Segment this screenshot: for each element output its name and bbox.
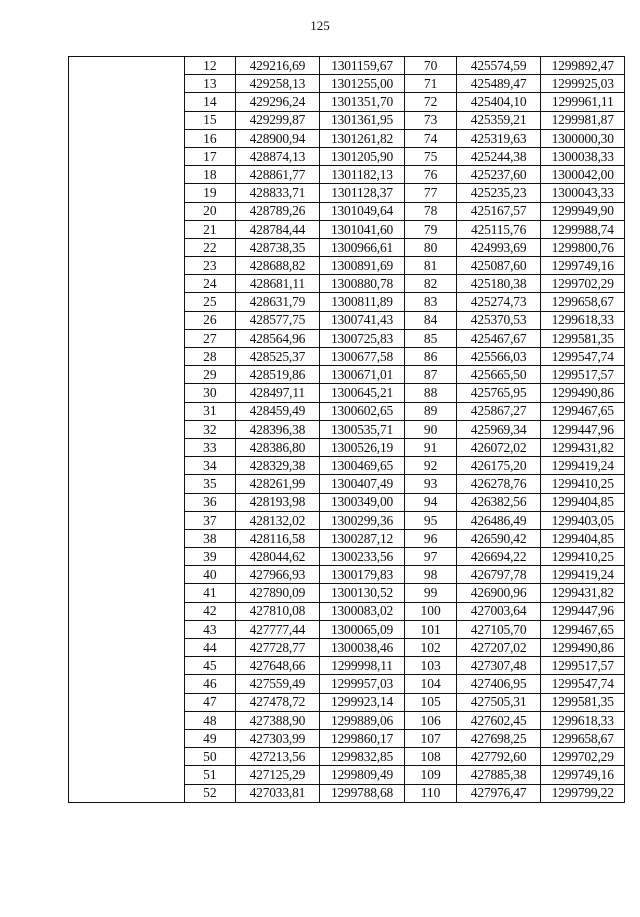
point-number-right: 78 [405, 202, 456, 220]
point-number-right: 83 [405, 293, 456, 311]
y-coordinate-left: 1300526,19 [319, 438, 405, 456]
x-coordinate-left: 428519,86 [236, 366, 320, 384]
y-coordinate-right: 1299892,47 [541, 57, 625, 75]
y-coordinate-right: 1299419,24 [541, 457, 625, 475]
y-coordinate-right: 1299490,86 [541, 384, 625, 402]
y-coordinate-right: 1299925,03 [541, 75, 625, 93]
point-number-right: 107 [405, 729, 456, 747]
point-number-left: 36 [184, 493, 235, 511]
y-coordinate-left: 1300179,83 [319, 566, 405, 584]
x-coordinate-left: 427478,72 [236, 693, 320, 711]
point-number-left: 13 [184, 75, 235, 93]
point-number-right: 105 [405, 693, 456, 711]
point-number-left: 47 [184, 693, 235, 711]
y-coordinate-right: 1299658,67 [541, 729, 625, 747]
x-coordinate-left: 428132,02 [236, 511, 320, 529]
y-coordinate-right: 1299404,85 [541, 529, 625, 547]
point-number-left: 12 [184, 57, 235, 75]
point-number-right: 70 [405, 57, 456, 75]
x-coordinate-left: 428789,26 [236, 202, 320, 220]
x-coordinate-right: 425370,53 [456, 311, 541, 329]
x-coordinate-left: 428874,13 [236, 147, 320, 165]
point-number-left: 41 [184, 584, 235, 602]
x-coordinate-left: 428681,11 [236, 275, 320, 293]
y-coordinate-left: 1301361,95 [319, 111, 405, 129]
y-coordinate-left: 1299809,49 [319, 766, 405, 784]
point-number-left: 42 [184, 602, 235, 620]
x-coordinate-right: 425244,38 [456, 147, 541, 165]
point-number-right: 86 [405, 348, 456, 366]
x-coordinate-left: 427890,09 [236, 584, 320, 602]
x-coordinate-left: 427966,93 [236, 566, 320, 584]
y-coordinate-left: 1300535,71 [319, 420, 405, 438]
x-coordinate-left: 428631,79 [236, 293, 320, 311]
x-coordinate-left: 428386,80 [236, 438, 320, 456]
x-coordinate-right: 425237,60 [456, 166, 541, 184]
y-coordinate-right: 1299800,76 [541, 238, 625, 256]
point-number-right: 72 [405, 93, 456, 111]
y-coordinate-left: 1301255,00 [319, 75, 405, 93]
x-coordinate-right: 425115,76 [456, 220, 541, 238]
point-number-right: 90 [405, 420, 456, 438]
point-number-left: 37 [184, 511, 235, 529]
y-coordinate-left: 1299998,11 [319, 657, 405, 675]
point-number-left: 19 [184, 184, 235, 202]
point-number-left: 28 [184, 348, 235, 366]
point-number-right: 88 [405, 384, 456, 402]
x-coordinate-right: 425359,21 [456, 111, 541, 129]
point-number-right: 82 [405, 275, 456, 293]
x-coordinate-left: 428688,82 [236, 257, 320, 275]
x-coordinate-left: 427728,77 [236, 639, 320, 657]
y-coordinate-right: 1299404,85 [541, 493, 625, 511]
x-coordinate-left: 428564,96 [236, 329, 320, 347]
x-coordinate-left: 427388,90 [236, 711, 320, 729]
y-coordinate-left: 1300880,78 [319, 275, 405, 293]
y-coordinate-right: 1299658,67 [541, 293, 625, 311]
y-coordinate-left: 1300349,00 [319, 493, 405, 511]
y-coordinate-left: 1299889,06 [319, 711, 405, 729]
x-coordinate-right: 427792,60 [456, 748, 541, 766]
x-coordinate-right: 425665,50 [456, 366, 541, 384]
y-coordinate-right: 1299981,87 [541, 111, 625, 129]
y-coordinate-left: 1299923,14 [319, 693, 405, 711]
x-coordinate-left: 427125,29 [236, 766, 320, 784]
y-coordinate-right: 1299419,24 [541, 566, 625, 584]
y-coordinate-left: 1301261,82 [319, 129, 405, 147]
point-number-right: 103 [405, 657, 456, 675]
y-coordinate-right: 1299490,86 [541, 639, 625, 657]
y-coordinate-right: 1299749,16 [541, 766, 625, 784]
y-coordinate-left: 1299860,17 [319, 729, 405, 747]
point-number-right: 79 [405, 220, 456, 238]
y-coordinate-right: 1299431,82 [541, 584, 625, 602]
x-coordinate-left: 428900,94 [236, 129, 320, 147]
point-number-left: 48 [184, 711, 235, 729]
y-coordinate-left: 1301182,13 [319, 166, 405, 184]
y-coordinate-right: 1299410,25 [541, 548, 625, 566]
x-coordinate-right: 425167,57 [456, 202, 541, 220]
y-coordinate-right: 1299581,35 [541, 329, 625, 347]
y-coordinate-right: 1299581,35 [541, 693, 625, 711]
x-coordinate-right: 425867,27 [456, 402, 541, 420]
x-coordinate-right: 427003,64 [456, 602, 541, 620]
point-number-left: 18 [184, 166, 235, 184]
x-coordinate-right: 426900,96 [456, 584, 541, 602]
point-number-right: 106 [405, 711, 456, 729]
x-coordinate-right: 427698,25 [456, 729, 541, 747]
x-coordinate-left: 428193,98 [236, 493, 320, 511]
point-number-left: 45 [184, 657, 235, 675]
y-coordinate-right: 1299467,65 [541, 620, 625, 638]
y-coordinate-left: 1301159,67 [319, 57, 405, 75]
x-coordinate-right: 425969,34 [456, 420, 541, 438]
x-coordinate-left: 429299,87 [236, 111, 320, 129]
point-number-right: 102 [405, 639, 456, 657]
x-coordinate-left: 427303,99 [236, 729, 320, 747]
y-coordinate-right: 1299618,33 [541, 711, 625, 729]
x-coordinate-right: 424993,69 [456, 238, 541, 256]
x-coordinate-right: 425765,95 [456, 384, 541, 402]
y-coordinate-left: 1300677,58 [319, 348, 405, 366]
point-number-right: 100 [405, 602, 456, 620]
x-coordinate-left: 429296,24 [236, 93, 320, 111]
point-number-left: 24 [184, 275, 235, 293]
x-coordinate-right: 426590,42 [456, 529, 541, 547]
point-number-right: 108 [405, 748, 456, 766]
y-coordinate-right: 1299547,74 [541, 675, 625, 693]
y-coordinate-right: 1300043,33 [541, 184, 625, 202]
y-coordinate-right: 1299949,90 [541, 202, 625, 220]
point-number-right: 87 [405, 366, 456, 384]
point-number-right: 73 [405, 111, 456, 129]
y-coordinate-left: 1300130,52 [319, 584, 405, 602]
x-coordinate-left: 428459,49 [236, 402, 320, 420]
point-number-right: 77 [405, 184, 456, 202]
x-coordinate-right: 427307,48 [456, 657, 541, 675]
point-number-left: 39 [184, 548, 235, 566]
y-coordinate-right: 1299799,22 [541, 784, 625, 802]
x-coordinate-left: 427033,81 [236, 784, 320, 802]
x-coordinate-left: 428577,75 [236, 311, 320, 329]
point-number-left: 17 [184, 147, 235, 165]
x-coordinate-left: 428396,38 [236, 420, 320, 438]
point-number-left: 14 [184, 93, 235, 111]
point-number-right: 109 [405, 766, 456, 784]
y-coordinate-left: 1300065,09 [319, 620, 405, 638]
point-number-left: 33 [184, 438, 235, 456]
x-coordinate-right: 425489,47 [456, 75, 541, 93]
point-number-right: 85 [405, 329, 456, 347]
y-coordinate-left: 1300966,61 [319, 238, 405, 256]
point-number-left: 51 [184, 766, 235, 784]
y-coordinate-left: 1300725,83 [319, 329, 405, 347]
blank-left-column [69, 57, 185, 803]
y-coordinate-left: 1300811,89 [319, 293, 405, 311]
x-coordinate-left: 427213,56 [236, 748, 320, 766]
point-number-left: 20 [184, 202, 235, 220]
y-coordinate-right: 1299517,57 [541, 657, 625, 675]
point-number-left: 44 [184, 639, 235, 657]
y-coordinate-right: 1299961,11 [541, 93, 625, 111]
y-coordinate-left: 1300671,01 [319, 366, 405, 384]
x-coordinate-right: 427105,70 [456, 620, 541, 638]
y-coordinate-left: 1299957,03 [319, 675, 405, 693]
y-coordinate-left: 1300233,56 [319, 548, 405, 566]
y-coordinate-right: 1300042,00 [541, 166, 625, 184]
x-coordinate-right: 425235,23 [456, 184, 541, 202]
x-coordinate-left: 428044,62 [236, 548, 320, 566]
x-coordinate-left: 428497,11 [236, 384, 320, 402]
y-coordinate-right: 1299403,05 [541, 511, 625, 529]
x-coordinate-right: 427602,45 [456, 711, 541, 729]
point-number-right: 84 [405, 311, 456, 329]
x-coordinate-right: 425180,38 [456, 275, 541, 293]
y-coordinate-left: 1299832,85 [319, 748, 405, 766]
point-number-left: 23 [184, 257, 235, 275]
point-number-left: 21 [184, 220, 235, 238]
x-coordinate-right: 426382,56 [456, 493, 541, 511]
point-number-right: 104 [405, 675, 456, 693]
point-number-left: 15 [184, 111, 235, 129]
point-number-right: 91 [405, 438, 456, 456]
point-number-right: 101 [405, 620, 456, 638]
point-number-right: 98 [405, 566, 456, 584]
y-coordinate-left: 1301041,60 [319, 220, 405, 238]
x-coordinate-right: 427976,47 [456, 784, 541, 802]
y-coordinate-right: 1299447,96 [541, 602, 625, 620]
table-body [69, 57, 625, 803]
point-number-left: 49 [184, 729, 235, 747]
point-number-left: 32 [184, 420, 235, 438]
y-coordinate-right: 1299749,16 [541, 257, 625, 275]
x-coordinate-right: 426694,22 [456, 548, 541, 566]
x-coordinate-left: 428738,35 [236, 238, 320, 256]
point-number-left: 50 [184, 748, 235, 766]
point-number-left: 43 [184, 620, 235, 638]
y-coordinate-right: 1299547,74 [541, 348, 625, 366]
x-coordinate-left: 428116,58 [236, 529, 320, 547]
point-number-right: 75 [405, 147, 456, 165]
point-number-right: 93 [405, 475, 456, 493]
x-coordinate-left: 428861,77 [236, 166, 320, 184]
point-number-left: 38 [184, 529, 235, 547]
y-coordinate-right: 1299467,65 [541, 402, 625, 420]
y-coordinate-left: 1300299,36 [319, 511, 405, 529]
y-coordinate-left: 1300469,65 [319, 457, 405, 475]
x-coordinate-right: 425274,73 [456, 293, 541, 311]
point-number-right: 99 [405, 584, 456, 602]
table-row [69, 57, 625, 75]
x-coordinate-right: 425574,59 [456, 57, 541, 75]
y-coordinate-right: 1300038,33 [541, 147, 625, 165]
y-coordinate-left: 1300083,02 [319, 602, 405, 620]
x-coordinate-right: 426278,76 [456, 475, 541, 493]
x-coordinate-left: 428261,99 [236, 475, 320, 493]
point-number-left: 40 [184, 566, 235, 584]
point-number-left: 46 [184, 675, 235, 693]
point-number-right: 92 [405, 457, 456, 475]
x-coordinate-right: 426486,49 [456, 511, 541, 529]
point-number-right: 74 [405, 129, 456, 147]
x-coordinate-left: 429258,13 [236, 75, 320, 93]
y-coordinate-right: 1299410,25 [541, 475, 625, 493]
x-coordinate-right: 425319,63 [456, 129, 541, 147]
x-coordinate-right: 425404,10 [456, 93, 541, 111]
y-coordinate-left: 1301049,64 [319, 202, 405, 220]
y-coordinate-left: 1300891,69 [319, 257, 405, 275]
x-coordinate-right: 425467,67 [456, 329, 541, 347]
x-coordinate-right: 427885,38 [456, 766, 541, 784]
point-number-right: 80 [405, 238, 456, 256]
y-coordinate-left: 1301351,70 [319, 93, 405, 111]
y-coordinate-left: 1300645,21 [319, 384, 405, 402]
y-coordinate-right: 1299988,74 [541, 220, 625, 238]
y-coordinate-left: 1301205,90 [319, 147, 405, 165]
x-coordinate-right: 426175,20 [456, 457, 541, 475]
x-coordinate-left: 428833,71 [236, 184, 320, 202]
point-number-right: 94 [405, 493, 456, 511]
y-coordinate-left: 1300407,49 [319, 475, 405, 493]
point-number-right: 76 [405, 166, 456, 184]
point-number-right: 110 [405, 784, 456, 802]
x-coordinate-left: 427648,66 [236, 657, 320, 675]
y-coordinate-right: 1299702,29 [541, 275, 625, 293]
x-coordinate-right: 425566,03 [456, 348, 541, 366]
point-number-left: 35 [184, 475, 235, 493]
y-coordinate-right: 1299431,82 [541, 438, 625, 456]
point-number-left: 26 [184, 311, 235, 329]
y-coordinate-right: 1299447,96 [541, 420, 625, 438]
x-coordinate-right: 426072,02 [456, 438, 541, 456]
point-number-left: 25 [184, 293, 235, 311]
point-number-right: 95 [405, 511, 456, 529]
page-number: 125 [310, 18, 330, 33]
point-number-left: 22 [184, 238, 235, 256]
y-coordinate-left: 1300741,43 [319, 311, 405, 329]
x-coordinate-left: 428525,37 [236, 348, 320, 366]
point-number-left: 30 [184, 384, 235, 402]
y-coordinate-right: 1300000,30 [541, 129, 625, 147]
x-coordinate-right: 427207,02 [456, 639, 541, 657]
x-coordinate-left: 427777,44 [236, 620, 320, 638]
point-number-left: 34 [184, 457, 235, 475]
point-number-right: 71 [405, 75, 456, 93]
point-number-right: 89 [405, 402, 456, 420]
x-coordinate-left: 427810,08 [236, 602, 320, 620]
x-coordinate-left: 429216,69 [236, 57, 320, 75]
x-coordinate-left: 428784,44 [236, 220, 320, 238]
y-coordinate-right: 1299517,57 [541, 366, 625, 384]
point-number-left: 29 [184, 366, 235, 384]
y-coordinate-left: 1299788,68 [319, 784, 405, 802]
point-number-right: 97 [405, 548, 456, 566]
coordinates-table [68, 56, 625, 803]
point-number-right: 96 [405, 529, 456, 547]
x-coordinate-right: 425087,60 [456, 257, 541, 275]
y-coordinate-right: 1299618,33 [541, 311, 625, 329]
point-number-left: 31 [184, 402, 235, 420]
x-coordinate-right: 426797,78 [456, 566, 541, 584]
point-number-left: 27 [184, 329, 235, 347]
y-coordinate-left: 1300602,65 [319, 402, 405, 420]
point-number-left: 52 [184, 784, 235, 802]
x-coordinate-right: 427406,95 [456, 675, 541, 693]
y-coordinate-left: 1300287,12 [319, 529, 405, 547]
x-coordinate-left: 427559,49 [236, 675, 320, 693]
point-number-left: 16 [184, 129, 235, 147]
x-coordinate-left: 428329,38 [236, 457, 320, 475]
x-coordinate-right: 427505,31 [456, 693, 541, 711]
y-coordinate-left: 1301128,37 [319, 184, 405, 202]
y-coordinate-right: 1299702,29 [541, 748, 625, 766]
point-number-right: 81 [405, 257, 456, 275]
y-coordinate-left: 1300038,46 [319, 639, 405, 657]
